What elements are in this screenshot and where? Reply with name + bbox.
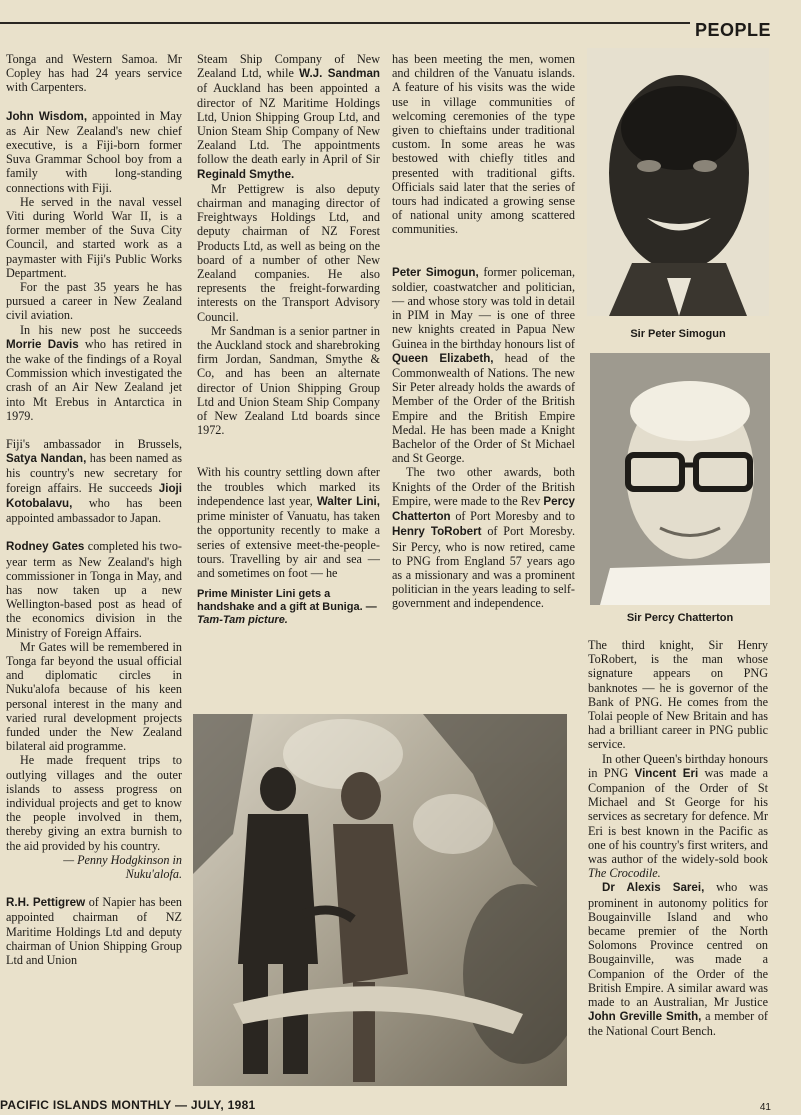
paragraph: Rodney Gates completed his two-year term as New Zealand's high commissioner in Tonga in May, and has now taken up a new Wellington-based post as head of the economics division in the Ministry of Foreign Affairs. <box>6 539 182 640</box>
portrait-percy-chatterton <box>590 353 770 605</box>
paragraph: Dr Alexis Sarei, who was prominent in autonomy politics for Bougainville Island and who became premier of the North Solomons Province centred on Bougainville, was made a Companion of the Order of the British Empire. A similar award was made to an Australian, Mr Justice John Greville Smith, a member of the National Court Bench. <box>588 880 768 1039</box>
paragraph: He made frequent trips to outlying villages and the outer islands to assess progress on individual projects and get to know the people involved in them, thereby giving an extra burnish to the aid provided by his country. <box>6 753 182 853</box>
paragraph: Mr Pettigrew is also deputy chairman and managing director of Freightways Holdings Ltd, and deputy chairman of NZ Forest Products Ltd, as well as being on the board of a number of other New Zealand companies. He also represents the freight-forwarding interests on the Transport Advisory Council. <box>197 181 380 324</box>
portrait-image <box>590 353 770 605</box>
paragraph: He served in the naval vessel Viti during World War II, is a former member of the Suva City Council, and started work as a paymaster with Fiji's Public Works Department. <box>6 194 182 280</box>
lini-handshake-photo <box>193 714 567 1086</box>
column-1 <box>6 52 182 967</box>
paragraph: Steam Ship Company of New Zealand Ltd, while W.J. Sandman of Auckland has been appointed a director of NZ Maritime Holdings Ltd, Union Shipping Group Ltd, and Union Steam Ship Company of New Zealand Ltd. The appointments follow the death early in April of Sir Reginald Smythe. <box>197 52 380 181</box>
paragraph: John Wisdom, appointed in May as Air New Zealand's new chief executive, is a Fiji-born former Suva Grammar School boy from a family with long-standing connections with Fiji. <box>6 108 182 195</box>
section-title: PEOPLE <box>694 20 771 40</box>
paragraph: Fiji's ambassador in Brussels, Satya Nandan, has been named as his country's new secretary for foreign affairs. He succeeds Jioji Kotobalavu, who has been appointed ambassador to Japan. <box>6 437 182 526</box>
photo-image <box>193 714 567 1086</box>
paragraph: Peter Simogun, former policeman, soldier, coastwatcher and politician, — and whose story was told in detail in PIM in May — is one of three new knights created in Papua New Guinea in the birthday honours list of Queen Elizabeth, head of the Commonwealth of Nations. The new Sir Peter already holds the awards of Member of the Order of the British Empire and the British Empire Medal. He has been made a Knight Bachelor of the Order of St Michael and St George. <box>392 264 575 466</box>
paragraph: Tonga and Western Samoa. Mr Copley has had 24 years service with Carpenters. <box>6 52 182 95</box>
paragraph: Mr Sandman is a senior partner in the Auckland stock and sharebroking firm Jordan, Sandman, Smythe & Co, and has been an alternate director of Union Shipping Group Ltd and Union Steam Ship Company of New Zealand Ltd boards since 1972. <box>197 323 380 438</box>
portrait-peter-simogun <box>587 48 769 316</box>
photo-caption: Prime Minister Lini gets a handshake and a gift at Buniga. — Tam-Tam picture. <box>197 588 377 627</box>
paragraph: In his new post he succeeds Morrie Davis who has retired in the wake of the findings of a Royal Commission which investigated the crash of an Air New Zealand jet into Mt Erebus in Antarctica in 1979. <box>6 322 182 423</box>
portrait-image <box>587 48 769 316</box>
paragraph: Mr Gates will be remembered in Tonga far beyond the usual official and diplomatic circles in Nuku'alofa because of his keen personal interest in the many and varied rural development projects funded under the New Zealand bilateral aid programme. <box>6 639 182 754</box>
footer-masthead: PACIFIC ISLANDS MONTHLY — JULY, 1981 <box>0 1098 256 1112</box>
paragraph: The third knight, Sir Henry ToRobert, is the man whose signature appears on PNG banknotes — he is governor of the Bank of PNG. He comes from the Tolai people of New Britain and has had a brilliant career in PNG public service. <box>588 638 768 752</box>
column-2 <box>197 52 380 627</box>
paragraph: With his country settling down after the troubles which marked its independence last year, Walter Lini, prime minister of Vanuatu, has taken the opportunity recently to make a series of extensive meet-the-people-tours. Travelling by air and sea — and sometimes on foot — he <box>197 465 380 580</box>
paragraph: In other Queen's birthday honours in PNG Vincent Eri was made a Companion of the Order of St Michael and St George for his services as secretary for defence. Mr Eri is best known in the Pacific as one of his country's first writers, and was author of the widely-sold book The Crocodile. <box>588 751 769 881</box>
paragraph: R.H. Pettigrew of Napier has been appointed chairman of NZ Maritime Holdings Ltd and deputy chairman of Union Shipping Group Ltd and Union <box>6 895 182 967</box>
portrait-caption: Sir Percy Chatterton <box>626 612 734 624</box>
header-rule <box>0 22 690 24</box>
page-number: 41 <box>759 1102 771 1113</box>
paragraph: For the past 35 years he has pursued a career in New Zealand civil aviation. <box>6 280 182 323</box>
byline: — Penny Hodgkinson in Nuku'alofa. <box>63 852 182 881</box>
column-4 <box>588 638 768 1039</box>
paragraph: has been meeting the men, women and children of the Vanuatu islands. A feature of his visits was the wide use in village communities of welcoming ceremonies of the type given to chieftains under traditional custom. In some areas he was bestowed with chiefly titles and presented with traditional gifts. Officials said later that the series of tours had indicated a growing sense of national unity among scattered communities. <box>392 52 575 237</box>
column-3 <box>392 52 575 611</box>
portrait-caption: Sir Peter Simogun <box>630 328 726 340</box>
paragraph: The two other awards, both Knights of the Order of the British Empire, were made to the Rev Percy Chatterton of Port Moresby and to Henry ToRobert of Port Moresby. Sir Percy, who is now retired, came to PNG from England 57 years ago as a missionary and was a prominent politician in the years leading to self-government and independence. <box>392 465 575 611</box>
